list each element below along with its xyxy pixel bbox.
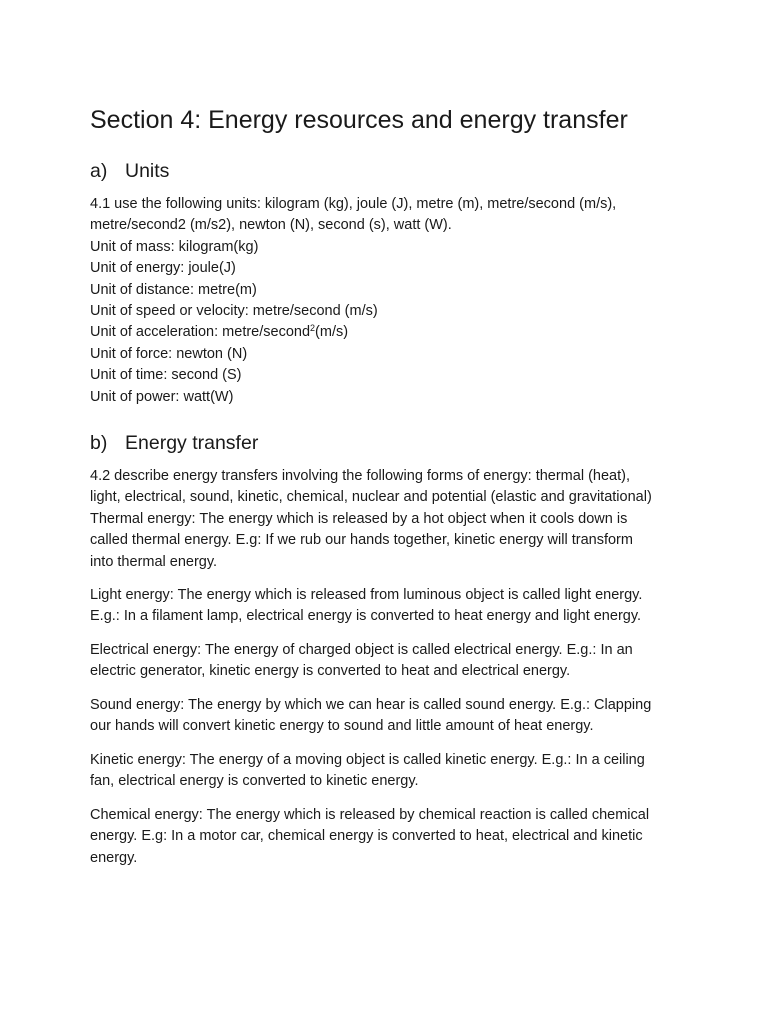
section-a-heading-text: Units [125,160,170,182]
unit-acceleration [90,322,690,343]
units-block [90,194,690,408]
transfer-intro-line-1: 4.2 describe energy transfers involving the following forms of energy: thermal (heat), [90,468,630,484]
unit-power: Unit of power: watt(W) [90,388,234,405]
chemical-energy-paragraph [90,805,690,869]
section-a-marker: a) [90,160,108,182]
thermal-line-2: called thermal energy. E.g: If we rub our hands together, kinetic energy will transform [90,532,633,549]
kinetic-energy-paragraph [90,750,690,793]
energy-transfer-intro [90,466,690,573]
light-line-1: Light energy: The energy which is released from luminous object is called light energy. [90,587,643,603]
chemical-line-2: energy. E.g: In a motor car, chemical energy is converted to heat, electrical and kinetic [90,828,643,845]
unit-speed: Unit of speed or velocity: metre/second (m/s) [90,303,378,320]
chemical-line-1: Chemical energy: The energy which is released by chemical reaction is called chemical [90,807,650,823]
unit-acceleration-suffix: (m/s) [315,324,349,341]
unit-energy: Unit of energy: joule(J) [90,260,236,277]
units-intro-line-2: metre/second2 (m/s2), newton (N), second (s), watt (W). [90,217,452,234]
section-b-marker: b) [90,432,108,454]
transfer-intro-line-2: light, electrical, sound, kinetic, chemical, nuclear and potential (elastic and gravitational) [90,489,652,506]
unit-acceleration-superscript: 2 [310,323,316,334]
light-energy-paragraph [90,585,690,628]
sound-energy-paragraph [90,695,690,738]
electrical-energy-paragraph [90,640,690,683]
electrical-line-1: Electrical energy: The energy of charged object is called electrical energy. E.g.: In an [90,642,633,658]
sound-line-1: Sound energy: The energy by which we can hear is called sound energy. E.g.: Clapping [90,697,652,713]
section-b-heading-text: Energy transfer [125,432,259,454]
section-b-heading [90,432,258,455]
unit-acceleration-prefix: Unit of acceleration: metre/second [90,324,311,341]
section-a-heading [90,160,169,183]
unit-distance: Unit of distance: metre(m) [90,281,257,298]
kinetic-line-2: fan, electrical energy is converted to kinetic energy. [90,773,419,790]
sound-line-2: our hands will convert kinetic energy to sound and little amount of heat energy. [90,718,594,735]
kinetic-line-1: Kinetic energy: The energy of a moving object is called kinetic energy. E.g.: In a ceiling [90,752,645,768]
electrical-line-2: electric generator, kinetic energy is converted to heat and electrical energy. [90,663,571,680]
unit-force: Unit of force: newton (N) [90,345,248,362]
chemical-line-3: energy. [90,849,138,866]
thermal-line-3: into thermal energy. [90,553,218,570]
unit-mass: Unit of mass: kilogram(kg) [90,238,259,255]
page-title: Section 4: Energy resources and energy transfer [90,106,628,134]
units-intro-line-1: 4.1 use the following units: kilogram (kg), joule (J), metre (m), metre/second (m/s), [90,196,617,212]
thermal-line-1: Thermal energy: The energy which is released by a hot object when it cools down is [90,510,628,527]
unit-time: Unit of time: second (S) [90,367,242,384]
light-line-2: E.g.: In a filament lamp, electrical energy is converted to heat energy and light energy. [90,608,642,625]
